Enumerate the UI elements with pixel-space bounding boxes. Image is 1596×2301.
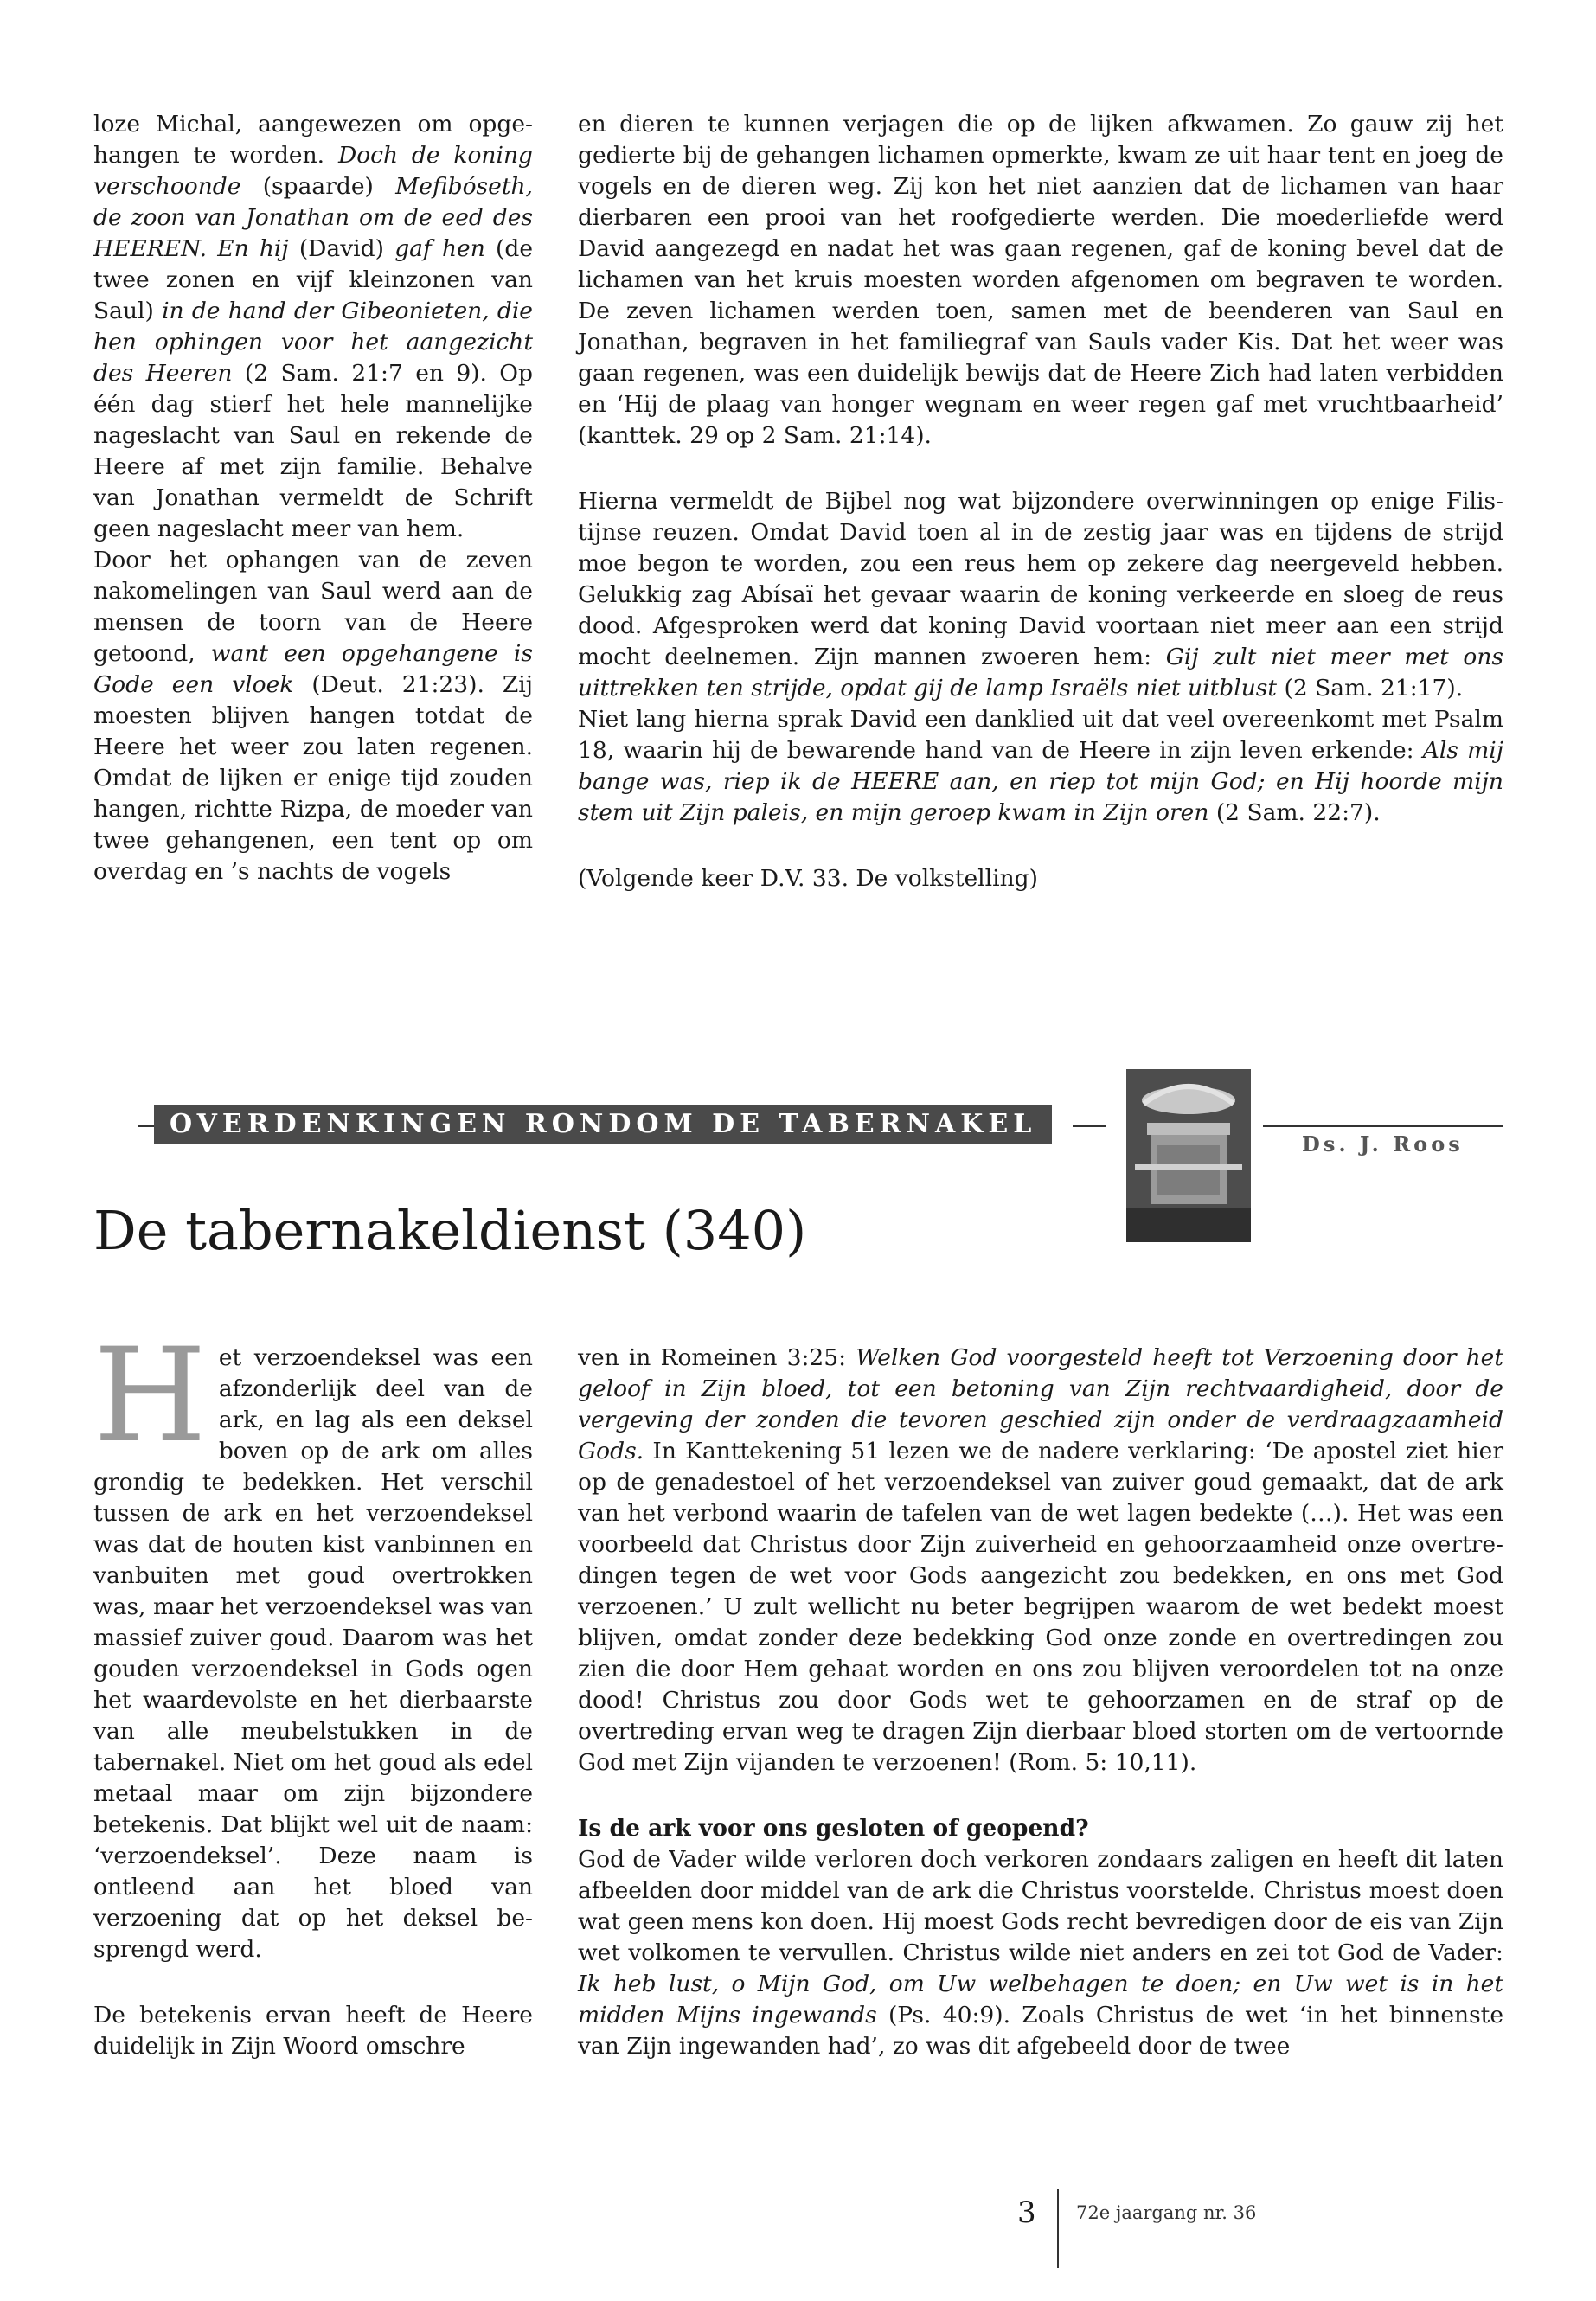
bottom-right-paragraph-1: ven in Romeinen 3:25: Welken God voorgesteld heeft tot Verzoening door het geloof in Zijn bloed, tot een betoning van Zijn rechtvaardigheid, door de vergeving der zonden die tevoren geschied zijn onder de verdraagzaamheid Gods. In Kanttekening 51 lezen we de nadere verklaring: ‘De apostel ziet hier op de genadestoel of het verzoendeksel van zuiver goud gemaakt, dat de ark van het verbond waarin de tafelen van de wet lagen bedekte (…). Het was een voorbeeld dat Christus door Zijn zuiverheid en gehoorzaamheid onze overtredingen tegen de wet voor Gods aangezicht zou bedekken, en ons met God verzoenen.’ U zult wellicht nu beter begrijpen waarom de wet bedekt moest blijven, omdat zonder deze bedekking God onze zonde en overtredingen zou zien die door Hem gehaat worden en ons zou blijven veroordelen tot na onze dood! Christus zou door Gods wet te gehoorzamen en de straf op de overtreding ervan weg te dragen Zijn dierbaar bloed storten om de vertoornde God met Zijn vijanden te verzoenen! (Rom. 5: 10,11). [578,1344,1503,1776]
bottom-right-paragraph-2: God de Vader wilde verloren doch verkoren zondaars zaligen en heeft dit laten afbeelden door middel van de ark die Christus voorstelde. Christus moest doen wat geen mens kon doen. Hij moest Gods recht bevredigen door de eis van Zijn wet volkomen te vervullen. Christus wilde niet anders en zei tot God de Vader: Ik heb lust, o Mijn God, om Uw welbehagen te doen; en Uw wet is in het midden Mijns ingewands (Ps. 40:9). Zoals Christus de wet ‘in het binnenste van Zijn ingewanden had’, zo was dit afgebeeld door de twee [578,1846,1503,2060]
section-heading: Is de ark voor ons gesloten of geopend? [578,1815,1089,1842]
bottom-left-column [93,1321,533,2062]
bottom-left-paragraph-1: H et verzoendeksel was een afzonderlijk deel van de ark, en lag als een deksel boven op de ark om alles grondig te bedekken. Het verschil tussen de ark en het verzoendeksel was dat de houten kist vanbinnen en vanbuiten met goud overtrokken was, maar het verzoendeksel was van massief zuiver goud. Daarom was het gouden verzoendeksel in Gods ogen het waardevolste en het dierbaarste van alle meubelstukken in de tabernakel. Niet om het goud als edel metaal maar om zijn bijzondere betekenis. Dat blijkt wel uit de naam: ‘verzoendeksel’. Deze naam is ontleend aan het bloed van verzoening dat op het deksel besprengd werd. [93,1321,533,1963]
issue-info: 72e jaargang nr. 36 [1076,2202,1257,2223]
bottom-right-column [578,1343,1503,2062]
top-left-paragraph-1: loze Michal, aangewezen om opgehangen te worden. Doch de koning verschoonde (spaarde) Mefibóseth, de zoon van Jonathan om de eed des HEEREN. En hij (David) gaf hen (de twee zonen en vijf kleinzonen van Saul) in de hand der Gibeonieten, die hen ophingen voor het aangezicht des Heeren (2 Sam. 21:7 en 9). Op één dag stierf het hele mannelijke nageslacht van Saul en rekende de Heere af met zijn familie. Behalve van Jonathan vermeldt de Schrift geen nageslacht meer van hem. [93,111,534,542]
header-rule-left [138,1125,154,1127]
section-kicker: OVERDENKINGEN RONDOM DE TABERNAKEL [154,1105,1052,1144]
header-rule-far-right [1263,1125,1503,1127]
ark-icon [1126,1069,1251,1242]
top-right-column [578,109,1503,894]
article-title: De tabernakeldienst (340) [93,1199,807,1262]
footer-divider [1057,2189,1059,2268]
next-issue-note: (Volgende keer D.V. 33. De volkstelling) [578,865,1038,892]
drop-cap: H [93,1321,207,1471]
top-left-paragraph-2: Door het ophangen van de zeven nakomelingen van Saul werd aan de mensen de toorn van de Heere getoond, want een opgehangene is Gode een vloek (Deut. 21:23). Zij moesten blijven hangen totdat de Heere het weer zou laten regenen. Omdat de lijken er enige tijd zouden hangen, richtte Rizpa, de moeder van twee gehangenen, een tent op om overdag en ’s nachts de vogels [93,547,533,885]
top-right-paragraph-2: Hierna vermeldt de Bijbel nog wat bijzondere overwinningen op enige Filistijnse reuzen. Omdat David toen al in de zestig jaar was en tijdens de strijd moe begon te worden, zou een reus hem op zekere dag neergeveld hebben. Gelukkig zag Abísaï het gevaar waarin de koning verkeerde en sloeg de reus dood. Afgesproken werd dat koning David voortaan niet meer aan een strijd mocht deelnemen. Zijn mannen zwoeren hem: Gij zult niet meer met ons uittrekken ten strijde, opdat gij de lamp Israëls niet uitblust (2 Sam. 21:17). [578,488,1503,702]
top-right-paragraph-3: Niet lang hierna sprak David een danklied uit dat veel overeenkomt met Psalm 18, waarin hij de bewarende hand van de Heere in zijn leven erkende: Als mij bange was, riep ik de HEERE aan, en riep tot mijn God; en Hij hoorde mijn stem uit Zijn paleis, en mijn geroep kwam in Zijn oren (2 Sam. 22:7). [578,706,1503,826]
header-rule-right [1073,1125,1106,1127]
top-right-paragraph-1: en dieren te kunnen verjagen die op de lijken afkwamen. Zo gauw zij het gedierte bij de gehangen lichamen opmerkte, kwam ze uit haar tent en joeg de vogels en de dieren weg. Zij kon het niet aanzien dat de lichamen van haar dierbaren een prooi van het roofgedierte werden. Die moederliefde werd David aangezegd en nadat het was gaan regenen, gaf de koning bevel dat de lichamen van het kruis moesten worden afgenomen om begraven te worden. De zeven lichamen werden toen, samen met de beenderen van Saul en Jonathan, begraven in het familiegraf van Sauls vader Kis. Dat het weer was gaan regenen, was een duidelijk bewijs dat de Heere Zich had laten verbidden en ‘Hij de plaag van honger wegnam en weer regen gaf met vruchtbaarheid’ (kanttek. 29 op 2 Sam. 21:14). [578,111,1503,449]
top-left-column [93,109,533,888]
author-name: Ds. J. Roos [1302,1131,1464,1157]
page-number: 3 [1017,2195,1036,2230]
bottom-left-paragraph-2: De betekenis ervan heeft de Heere duidelijk in Zijn Woord omschre [93,2002,533,2060]
ark-of-covenant-image [1126,1069,1251,1242]
